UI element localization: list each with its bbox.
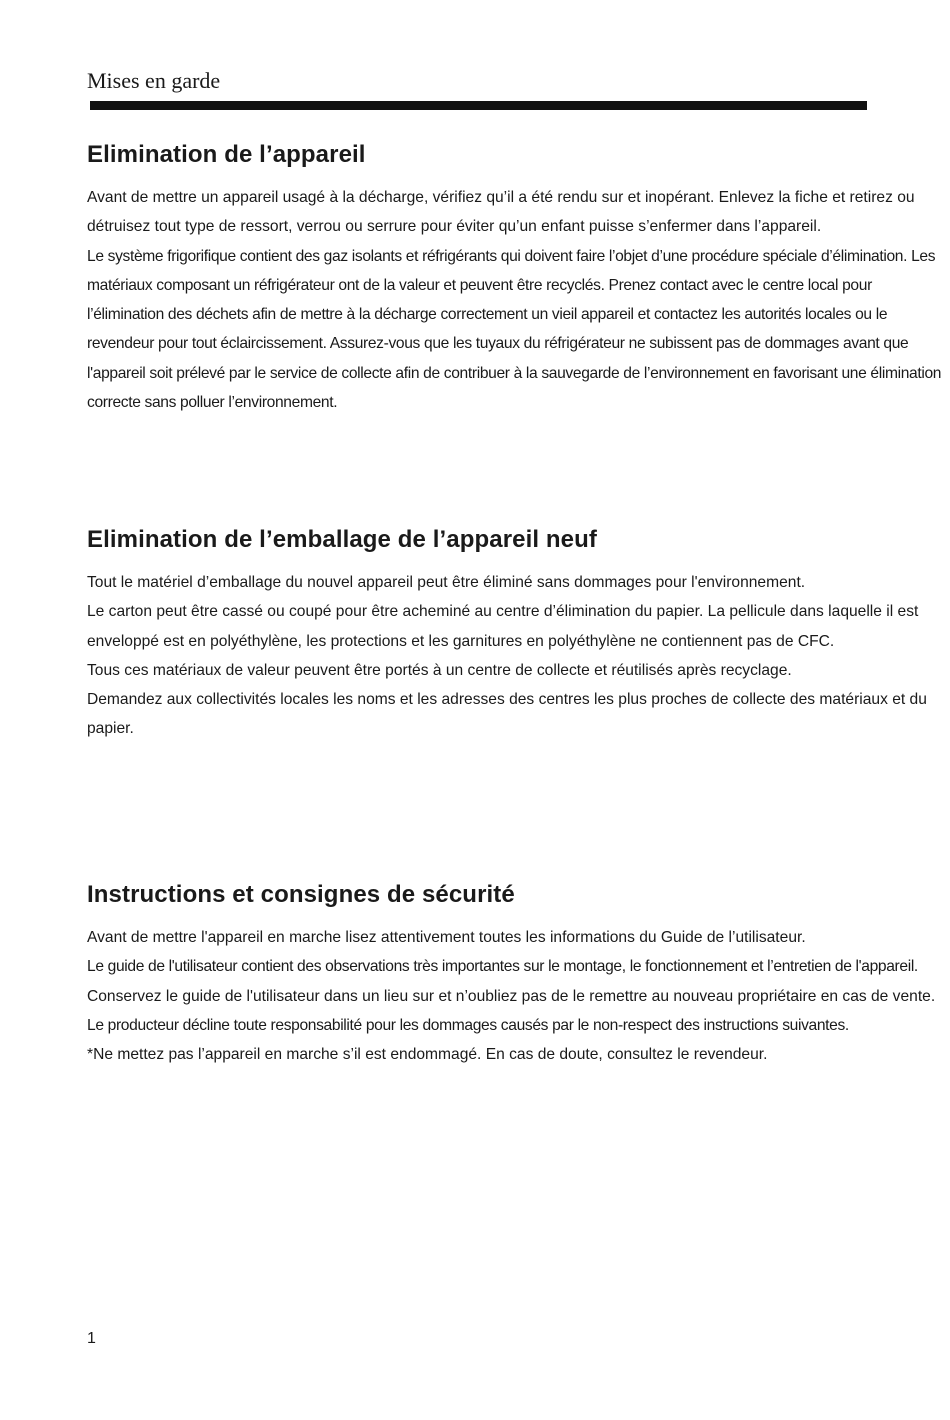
- section-packaging-disposal: [87, 526, 942, 744]
- page-header-title: Mises en garde: [87, 68, 221, 93]
- page-number: 1: [87, 1330, 96, 1347]
- header-rule: [90, 101, 867, 110]
- section-appliance-disposal: [87, 141, 942, 417]
- section-title: Elimination de l’emballage de l’appareil neuf: [87, 526, 597, 553]
- paragraph: *Ne mettez pas l’appareil en marche s’il est endommagé. En cas de doute, consultez le revendeur.: [87, 1046, 768, 1064]
- paragraph: Le système frigorifique contient des gaz isolants et réfrigérants qui doivent faire l’objet d’une procédure spéciale d’élimination. Les matériaux composant un réfrigérateur ont de la valeur et peuvent être recyclés. Prenez contact avec le centre local pour l’élimination des déchets afin de mettre à la décharge correctement un vieil appareil et contactez les autorités locales ou le revendeur pour tout éclaircissement. Assurez-vous que les tuyaux du réfrigérateur ne subissent pas de dommages avant que l'appareil soit prélevé par le service de collecte afin de contribuer à la sauvegarde de l’environnement en favorisant une élimination correcte sans polluer l’environnement.: [87, 247, 942, 412]
- paragraph: Avant de mettre l'appareil en marche lisez attentivement toutes les informations du Guide de l’utilisateur.: [87, 929, 806, 946]
- paragraph: Avant de mettre un appareil usagé à la décharge, vérifiez qu’il a été rendu sur et inopérant. Enlevez la fiche et retirez ou détruisez tout type de ressort, verrou ou serrure pour éviter qu’un enfant puisse s’enfermer dans l’appareil.: [87, 189, 915, 236]
- paragraph: Le guide de l'utilisateur contient des observations très importantes sur le montage, le fonctionnement et l’entretien de l'appareil.: [87, 958, 918, 976]
- section-title: Instructions et consignes de sécurité: [87, 881, 515, 908]
- section-safety-instructions: [87, 881, 942, 1069]
- paragraph: Le carton peut être cassé ou coupé pour être acheminé au centre d’élimination du papier. La pellicule dans laquelle il est enveloppé est en polyéthylène, les protections et les garnitures en polyéthylène ne contiennent pas de CFC.: [87, 603, 919, 650]
- section-title: Elimination de l’appareil: [87, 141, 366, 168]
- paragraph: Tous ces matériaux de valeur peuvent être portés à un centre de collecte et réutilisés après recyclage.: [87, 661, 792, 679]
- paragraph: Le producteur décline toute responsabilité pour les dommages causés par le non-respect des instructions suivantes.: [87, 1016, 849, 1034]
- paragraph: Demandez aux collectivités locales les noms et les adresses des centres les plus proches de collecte des matériaux et du papier.: [87, 691, 927, 738]
- paragraph: Conservez le guide de l'utilisateur dans un lieu sur et n’oubliez pas de le remettre au nouveau propriétaire en cas de vente.: [87, 987, 936, 1005]
- paragraph: Tout le matériel d’emballage du nouvel appareil peut être éliminé sans dommages pour l'environnement.: [87, 574, 806, 591]
